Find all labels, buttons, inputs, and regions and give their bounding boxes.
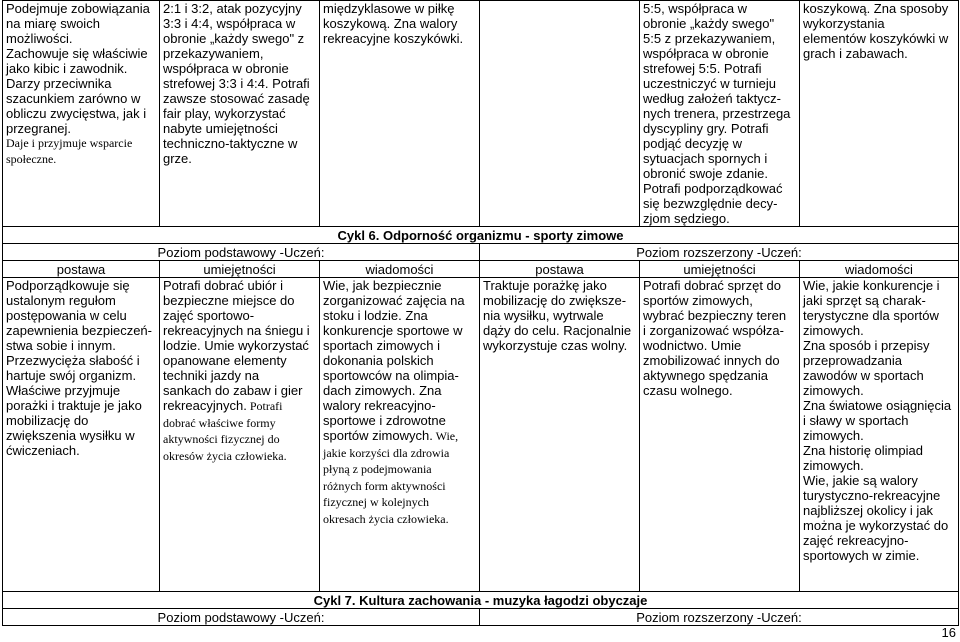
cycle6-knowledge-ext-text: Wie, jakie konkurencje i jaki sprzęt są charak- terystyczne dla sportów zimowych. Zna sposób i przepisy przeprowadzania zawodów w sportach zimowych. Zna światowe osiągnięcia i sławy w sportach zimowych. Zna historię olimpiad zimowych. Wie, jakie są walory turystyczno-rekreacyjne najbliższej okolicy i jak można je wykorzystać do zajęć rekreacyjno- sportowych w zimie. xyxy=(803,278,952,563)
knowledge-text: międzyklasowe w piłkę koszykową. Zna walory rekreacyjne koszykówki. xyxy=(323,1,464,46)
cycle6-knowledge-extended xyxy=(800,278,959,592)
cycle6-level-extended: Poziom rozszerzony -Uczeń: xyxy=(480,244,959,261)
col-header-attitude: postawa xyxy=(3,261,160,278)
cycle6-level-basic: Poziom podstawowy -Uczeń: xyxy=(3,244,480,261)
cycle7-level-row xyxy=(3,609,959,626)
col-header-attitude-ext: postawa xyxy=(480,261,640,278)
cycle6-skills-extended xyxy=(640,278,800,592)
cycle7-title: Cykl 7. Kultura zachowania - muzyka łagodzi obyczaje xyxy=(3,592,959,609)
cycle6-knowledge-basic xyxy=(320,278,480,592)
cycle6-skills-basic xyxy=(160,278,320,592)
cycle6-skills-ext-text: Potrafi dobrać sprzęt do sportów zimowych, wybrać bezpieczny teren i zorganizować współza- wodnictwo. Umie zmobilizować innych do aktywnego spędzania czasu wolnego. xyxy=(643,278,787,398)
cycle6-level-row xyxy=(3,244,959,261)
cycle6-skills-text-serif: Potrafi dobrać właściwe formy aktywności fizycznej do okresów życia człowieka. xyxy=(163,399,287,463)
cell-attitude-extended xyxy=(480,1,640,227)
knowledge-ext-text: koszykową. Zna sposoby wykorzystania elementów koszykówki w grach i zabawach. xyxy=(803,1,949,61)
col-header-knowledge-ext: wiadomości xyxy=(800,261,959,278)
skills-text-cont: Potrafi zawsze stosować zasadę fair play, wykorzystać nabyte umiejętności techniczno-taktyczne w grze. xyxy=(163,76,310,166)
cycle6-title: Cykl 6. Odporność organizmu - sporty zimowe xyxy=(3,227,959,244)
cycle6-attitude-text: Podporządkowuje się ustalonym regułom postępowania w celu zapewnienia bezpieczeń- stwa sobie i innym. Przezwycięża słabość i hartuje swój organizm. Właściwe przyjmuje porażki i traktuje je jako mobilizację do zwiększenia wysiłku w ćwiczeniach. xyxy=(6,278,152,458)
page-number: 16 xyxy=(941,625,956,640)
cell-knowledge-basic xyxy=(320,1,480,227)
cycle6-title-row xyxy=(3,227,959,244)
attitude-text-serif: Daje i przyjmuje wsparcie społeczne. xyxy=(6,136,133,166)
cycle6-content-row xyxy=(3,278,959,592)
col-header-knowledge: wiadomości xyxy=(320,261,480,278)
col-header-skills: umiejętności xyxy=(160,261,320,278)
cell-skills-basic xyxy=(160,1,320,227)
cycle6-col-header-row xyxy=(3,261,959,278)
col-header-skills-ext: umiejętności xyxy=(640,261,800,278)
cell-knowledge-extended xyxy=(800,1,959,227)
continuation-row xyxy=(3,1,959,227)
skills-ext-text: 5:5, współpraca w obronie „każdy swego" 5:5 z przekazywaniem, współpraca w obronie strefowej 5:5. Potrafi uczestniczyć w turnieju według założeń taktycz- nych trenera, przestrzega dyscypliny gry. Potrafi podjąć decyzję w sytuacjach spornych i obronić swoje zdanie. Potrafi podporządkować się bezwzględnie decy- zjom sędziego. xyxy=(643,1,791,226)
cycle6-attitude-extended xyxy=(480,278,640,592)
cycle7-level-basic: Poziom podstawowy -Uczeń: xyxy=(3,609,480,626)
skills-text: 2:1 i 3:2, atak pozycyjny 3:3 i 4:4, współpraca w obronie „każdy swego" z przekazywaniem, współpraca w obronie strefowej 3:3 i 4:4. xyxy=(163,1,305,91)
cycle6-knowledge-text-serif: Wie, jakie korzyści dla zdrowia płyną z podejmowania różnych form aktywności fizycznej w kolejnych okresach życia człowieka. xyxy=(323,429,459,526)
curriculum-table xyxy=(2,0,959,626)
cycle7-title-row xyxy=(3,592,959,609)
cycle6-knowledge-text: Wie, jak bezpiecznie zorganizować zajęcia na stoku i lodzie. Zna konkurencje sportowe w sportach zimowych i dokonania polskich sportowców na olimpia- dach zimowych. Zna walory rekreacyjno- sportowe i zdrowotne sportów zimowych. xyxy=(323,278,465,443)
cycle7-level-extended: Poziom rozszerzony -Uczeń: xyxy=(480,609,959,626)
cell-attitude-basic xyxy=(3,1,160,227)
attitude-text: Podejmuje zobowiązania na miarę swoich możliwości. Zachowuje się właściwie jako kibic i zawodnik. Darzy przeciwnika szacunkiem zarówno w obliczu zwycięstwa, jak i przegranej. xyxy=(6,1,150,136)
cycle6-attitude-basic xyxy=(3,278,160,592)
cell-skills-extended xyxy=(640,1,800,227)
cycle6-skills-text: Potrafi dobrać ubiór i bezpieczne miejsce do zajęć sportowo- rekreacyjnych na śniegu i lodzie. Umie wykorzystać opanowane elementy techniki jazdy na sankach do zabaw i gier rekreacyjnych. xyxy=(163,278,310,413)
cycle6-attitude-ext-text: Traktuje porażkę jako mobilizację do zwiększe- nia wysiłku, wytrwale dąży do celu. Racjonalnie wykorzystuje czas wolny. xyxy=(483,278,632,353)
